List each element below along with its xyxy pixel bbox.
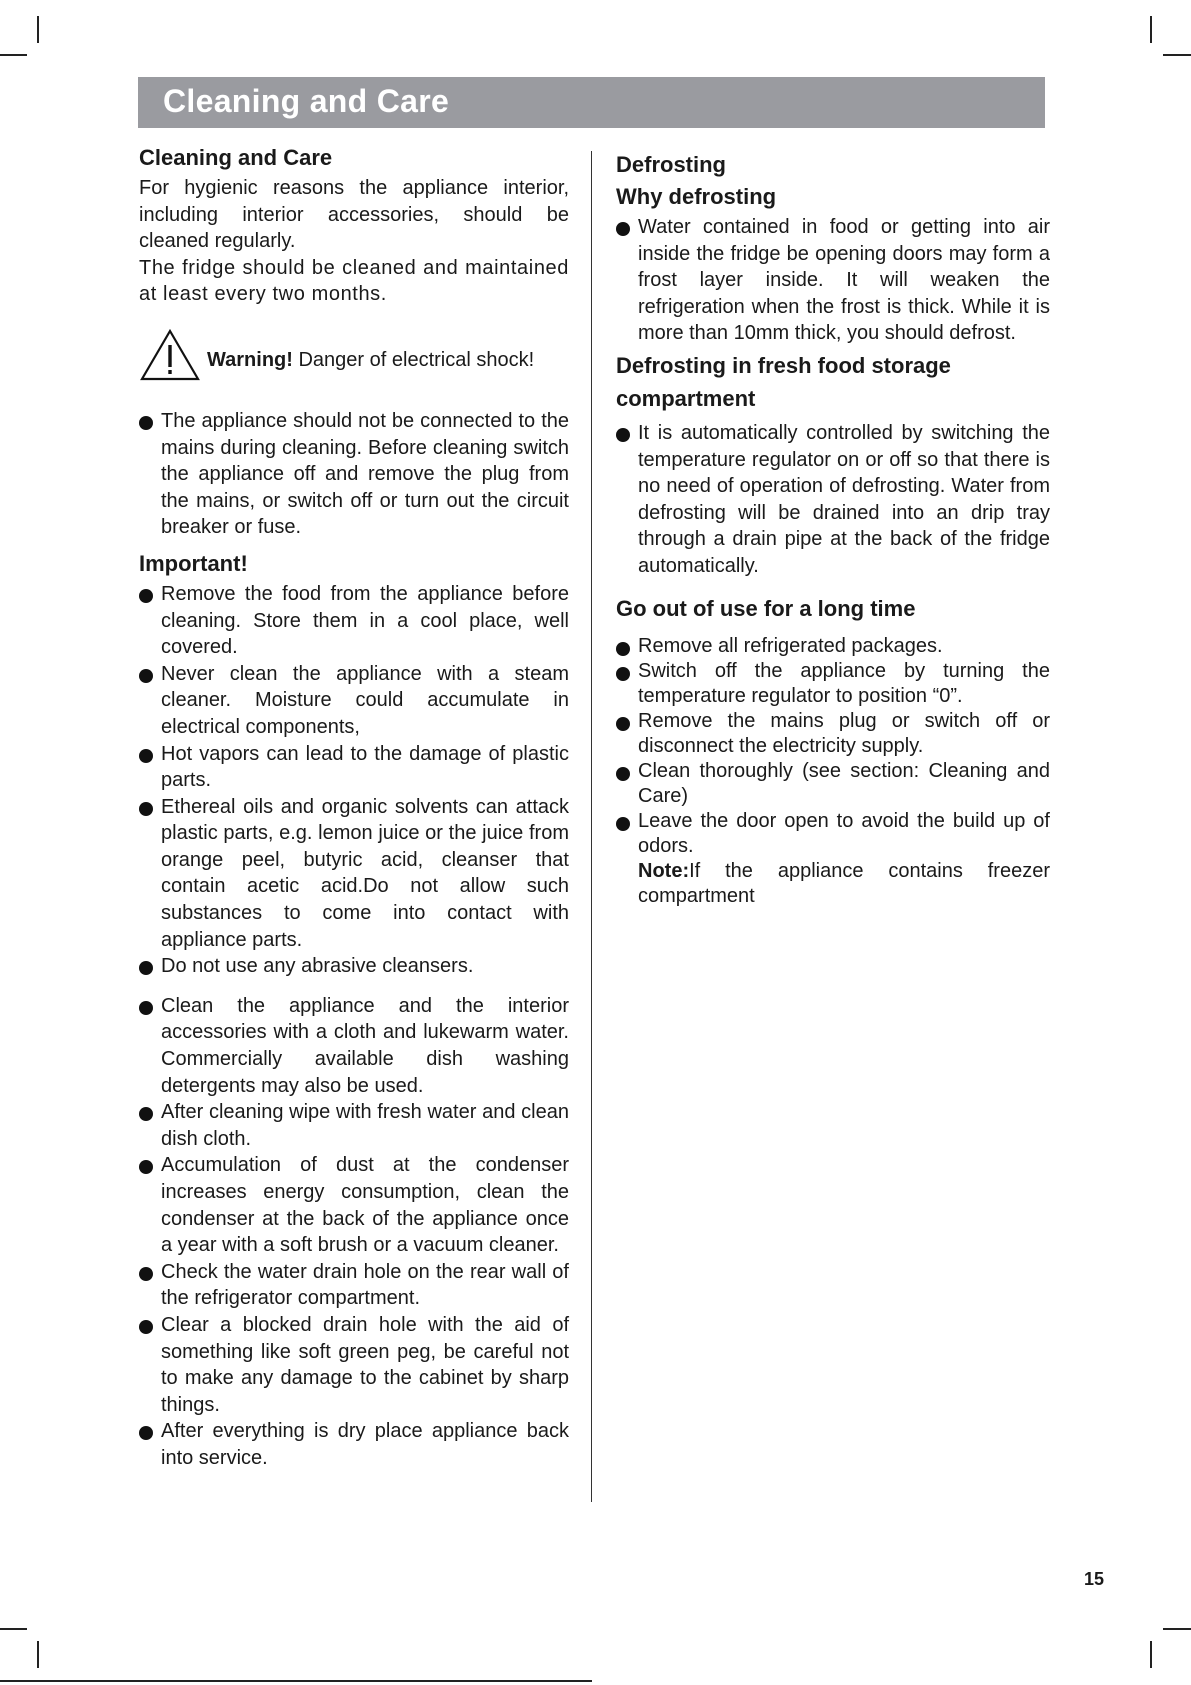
warning-text [207, 347, 534, 374]
list-item: Leave the door open to avoid the build up of odors. [616, 809, 1050, 859]
crop-mark [0, 1628, 27, 1630]
banner-title: Cleaning and Care [163, 83, 450, 119]
note-paragraph [616, 859, 1050, 909]
list-item: Remove the mains plug or switch off or disconnect the electricity supply. [616, 709, 1050, 759]
intro-paragraph: For hygienic reasons the appliance interior, including interior accessories, should be cleaned regularly. [139, 177, 569, 253]
column-divider [591, 151, 592, 1502]
list-item: Accumulation of dust at the condenser increases energy consumption, clean the condenser at the back of the appliance once a year with a soft brush or a vacuum cleaner. [139, 1152, 569, 1258]
important-bullets [139, 581, 569, 980]
note-label: Note: [638, 859, 690, 882]
left-column [139, 143, 569, 1472]
fresh-food-bullets [616, 420, 1050, 580]
note-text: If the appliance contains freezer compartment [638, 859, 1050, 907]
crop-mark [37, 1641, 39, 1668]
why-defrosting-bullets [616, 214, 1050, 347]
long-time-bullets [616, 634, 1050, 859]
cleaning-bullets-3 [139, 993, 569, 1472]
section-banner [138, 77, 1045, 128]
list-item: Ethereal oils and organic solvents can attack plastic parts, e.g. lemon juice or the juice from orange peel, butyric acid, cleanser that contain acetic acid.Do not allow such substances to come into contact with appliance parts. [139, 794, 569, 954]
important-heading: Important! [139, 550, 248, 576]
crop-mark [1163, 54, 1191, 56]
warning-callout [139, 328, 569, 390]
crop-mark [1150, 1641, 1152, 1668]
list-item: The appliance should not be connected to the mains during cleaning. Before cleaning switch the appliance off and remove the plug from the mains, or switch off or turn out the circuit breaker or fuse. [139, 408, 569, 541]
cleaning-heading: Cleaning and Care [139, 145, 333, 170]
warning-message: Danger of electrical shock! [298, 348, 535, 371]
defrosting-heading: Defrosting [616, 152, 726, 177]
fresh-food-defrost-heading: Defrosting in fresh food storage compartment [616, 352, 951, 411]
list-item: Clear a blocked drain hole with the aid of something like soft green peg, be careful not to make any damage to the cabinet by sharp things. [139, 1312, 569, 1418]
list-item: After cleaning wipe with fresh water and clean dish cloth. [139, 1099, 569, 1152]
cleaning-bullets-1 [139, 408, 569, 541]
page-number: 15 [1084, 1569, 1105, 1589]
crop-mark [1163, 1628, 1191, 1630]
crop-mark [1150, 16, 1152, 43]
list-item: It is automatically controlled by switching the temperature regulator on or off so that there is no need of operation of defrosting. Water from defrosting will be drained into an drip tray through a drain pipe at the back of the fridge automatically. [616, 420, 1050, 580]
intro-paragraph-2: The fridge should be cleaned and maintained at least every two months. [139, 256, 569, 306]
crop-mark [37, 16, 39, 43]
list-item: Check the water drain hole on the rear wall of the refrigerator compartment. [139, 1259, 569, 1312]
crop-mark [0, 54, 27, 56]
warning-triangle-icon [139, 328, 201, 382]
list-item: Clean the appliance and the interior accessories with a cloth and lukewarm water. Commercially available dish washing detergents may also be used. [139, 993, 569, 1099]
why-defrosting-heading: Why defrosting [616, 184, 777, 209]
long-time-heading: Go out of use for a long time [616, 595, 916, 621]
list-item: After everything is dry place appliance back into service. [139, 1418, 569, 1471]
list-item: Switch off the appliance by turning the temperature regulator to position “0”. [616, 659, 1050, 709]
list-item: Water contained in food or getting into air inside the fridge be opening doors may form a frost layer inside. It will weaken the refrigeration when the frost is thick. While it is more than 10mm thick, you should defrost. [616, 214, 1050, 347]
list-item: Remove the food from the appliance before cleaning. Store them in a cool place, well covered. [139, 581, 569, 661]
list-item: Hot vapors can lead to the damage of plastic parts. [139, 741, 569, 794]
list-item: Do not use any abrasive cleansers. [139, 953, 569, 980]
list-item: Never clean the appliance with a steam cleaner. Moisture could accumulate in electrical components, [139, 661, 569, 741]
bottom-rule [0, 1680, 592, 1682]
list-item: Clean thoroughly (see section: Cleaning and Care) [616, 759, 1050, 809]
list-item: Remove all refrigerated packages. [616, 634, 1050, 659]
warning-label: Warning! [207, 348, 293, 371]
right-column [616, 150, 1050, 909]
